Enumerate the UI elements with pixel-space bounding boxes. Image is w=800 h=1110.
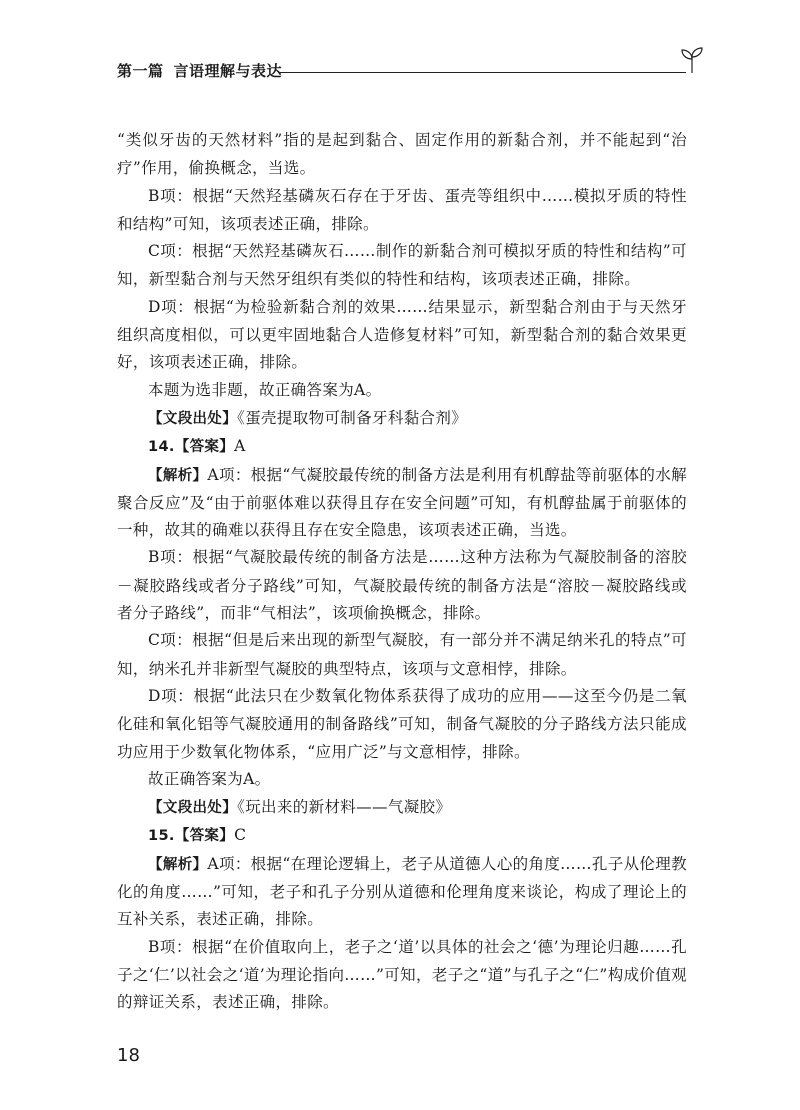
paragraph-text: 故正确答案为A。 <box>148 769 271 788</box>
paragraph <box>117 934 687 1017</box>
answer-value: C <box>234 826 247 845</box>
answer-label: 14.【答案】 <box>148 439 235 456</box>
paragraph <box>117 127 687 183</box>
paragraph-text: A项：根据“气凝胶最传统的制备方法是利用有机醇盐等前驱体的水解聚合反应”及“由于前驱体难以获得且存在安全问题”可知，有机醇盐属于前驱体的一种，故其的确难以获得且存在安全隐患，该项表述正确，当选。 <box>117 465 687 540</box>
paragraph-text: C项：根据“但是后来出现的新型气凝胶，有一部分并不满足纳米孔的特点”可知，纳米孔并非新型气凝胶的典型特点，该项与文意相悖，排除。 <box>117 631 687 678</box>
source-title: 《玩出来的新材料——气凝胶》 <box>237 798 452 817</box>
paragraph <box>117 294 687 377</box>
page-content <box>117 127 687 1017</box>
answer-label: 15.【答案】 <box>148 828 235 845</box>
source-label: 【文段出处】 <box>148 800 238 817</box>
paragraph-text: 本题为选非题，故正确答案为A。 <box>148 380 382 399</box>
answer-line <box>117 433 687 461</box>
source-line <box>117 405 687 433</box>
header-rule <box>280 72 686 73</box>
sprout-icon <box>680 46 704 74</box>
analysis-label: 【解析】 <box>148 856 208 873</box>
header-title <box>117 60 282 82</box>
paragraph-text: D项：根据“为检验新黏合剂的效果……结果显示，新型黏合剂由于与天然牙组织高度相似，可以更牢固地黏合人造修复材料”可知，新型黏合剂的黏合效果更好，该项表述正确，排除。 <box>117 297 687 372</box>
analysis-paragraph <box>117 851 687 934</box>
header-section: 言语理解与表达 <box>173 62 283 80</box>
paragraph <box>117 183 687 239</box>
paragraph <box>117 766 687 794</box>
paragraph <box>117 627 687 683</box>
source-label: 【文段出处】 <box>148 410 238 427</box>
paragraph <box>117 683 687 766</box>
answer-line <box>117 822 687 850</box>
paragraph-text: B项：根据“天然羟基磷灰石存在于牙齿、蛋壳等组织中……模拟牙质的特性和结构”可知，该项表述正确，排除。 <box>117 186 687 233</box>
paragraph <box>117 238 687 294</box>
answer-value: A <box>234 437 246 456</box>
page-number: 18 <box>117 1045 140 1066</box>
running-header <box>117 60 702 90</box>
paragraph-text: D项：根据“此法只在少数氧化物体系获得了成功的应用——这至今仍是二氧化硅和氧化铝等气凝胶通用的制备路线”可知，制备气凝胶的分子路线方法只能成功应用于少数氧化物体系，“应用广泛”与文意相悖，排除。 <box>117 686 687 761</box>
source-title: 《蛋壳提取物可制备牙科黏合剂》 <box>237 408 468 427</box>
paragraph <box>117 377 687 405</box>
paragraph <box>117 544 687 627</box>
paragraph-text: B项：根据“气凝胶最传统的制备方法是……这种方法称为气凝胶制备的溶胶－凝胶路线或者分子路线”可知，气凝胶最传统的制备方法是“溶胶－凝胶路线或者分子路线”，而非“气相法”，该项偷换概念，排除。 <box>117 548 687 623</box>
paragraph-text: C项：根据“天然羟基磷灰石……制作的新黏合剂可模拟牙质的特性和结构”可知，新型黏合剂与天然牙组织有类似的特性和结构，该项表述正确，排除。 <box>117 242 687 289</box>
paragraph-text: A项：根据“在理论逻辑上，老子从道德人心的角度……孔子从伦理教化的角度……”可知，老子和孔子分别从道德和伦理角度来谈论，构成了理论上的互补关系，表述正确，排除。 <box>117 854 687 929</box>
paragraph-text: B项：根据“在价值取向上，老子之‘道’以具体的社会之‘德’为理论归趣……孔子之‘仁’以社会之‘道’为理论指向……”可知，老子之“道”与孔子之“仁”构成价值观的辩证关系，表述正确，排除。 <box>117 937 687 1012</box>
source-line <box>117 794 687 822</box>
analysis-label: 【解析】 <box>148 467 208 484</box>
header-part: 第一篇 <box>117 62 164 80</box>
analysis-paragraph <box>117 462 687 545</box>
paragraph-text: “类似牙齿的天然材料”指的是起到黏合、固定作用的新黏合剂，并不能起到“治疗”作用，偷换概念，当选。 <box>117 131 687 178</box>
